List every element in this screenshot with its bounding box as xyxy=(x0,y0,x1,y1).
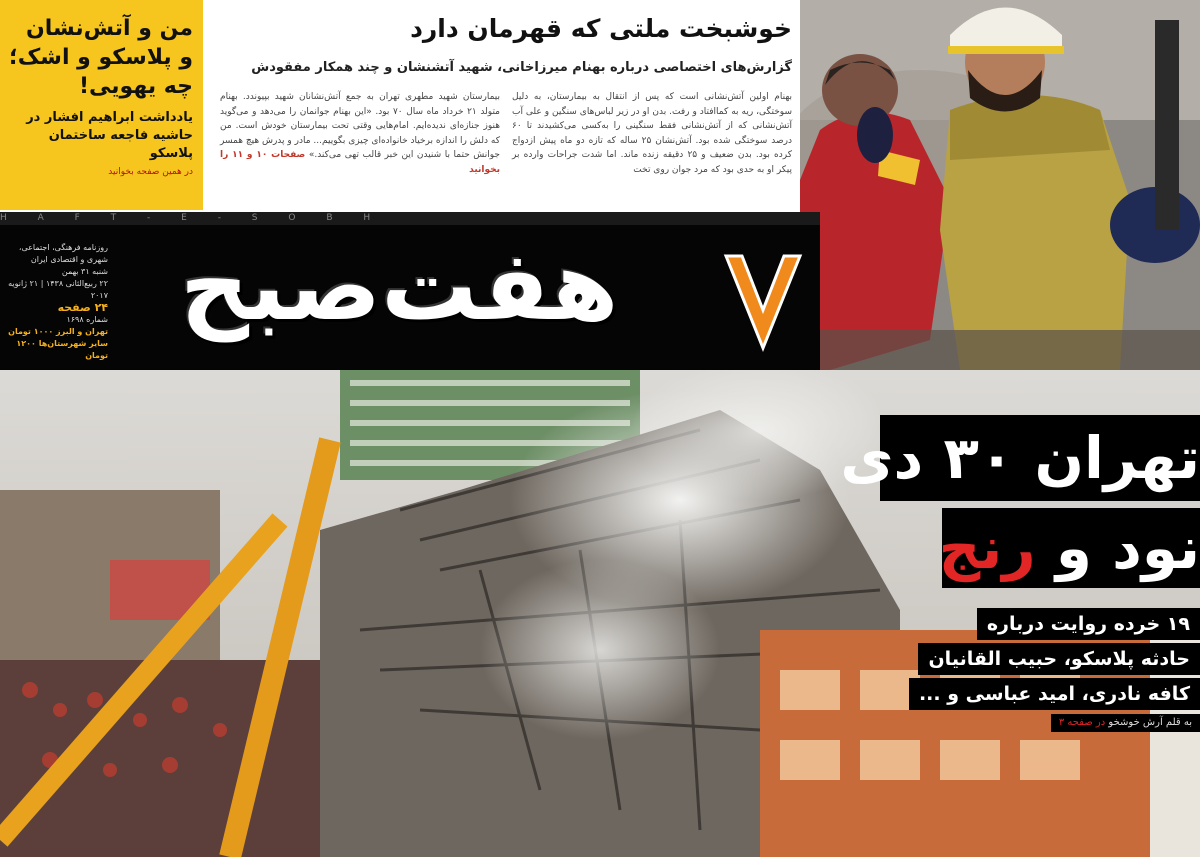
logo-wordmark: هفت‌صبح xyxy=(180,230,619,342)
teaser-sub-line1: یادداشت ابراهیم افشار در xyxy=(26,110,193,125)
teaser-sub-line2: حاشیه فاجعه ساختمان پلاسکو xyxy=(48,128,193,161)
main-headline-2-part2: رنج xyxy=(938,514,1036,582)
firefighter-photo xyxy=(800,0,1200,370)
top-story-column-2-ref: صفحات ۱۰ و ۱۱ را بخوانید xyxy=(220,150,500,175)
main-byline xyxy=(1051,714,1200,732)
main-subhead-2: حادثه پلاسکو، حبیب القانیان xyxy=(918,643,1200,675)
info-line-2: شهری و اقتصادی ایران xyxy=(30,255,108,264)
teaser-ref: در همین صفحه بخوانید xyxy=(108,167,193,177)
price-tehran: تهران و البرز ۱۰۰۰ تومان xyxy=(8,327,108,336)
info-line-4: ۲۲ ربیع‌الثانی ۱۴۳۸ | ۲۱ ژانویه ۲۰۱۷ xyxy=(8,279,108,300)
main-subhead-3: کافه نادری، امید عباسی و ... xyxy=(909,678,1200,710)
main-subhead-1: ۱۹ خرده روایت درباره xyxy=(977,608,1200,640)
top-story-column-2-text: بیمارستان شهید مطهری تهران به جمع آتش‌نشانان شهید بپیوندد. بهنام متولد ۲۱ خرداد ماه سال ۷۰ بود. «این بهنام جوانمان را می‌دهد و می‌گوید هنوز جنازه‌ای ندیده‌ایم. امام‌هایی وقتی تحت بیمارستان خودش است. من که دلش را اندازه برخیاد خانواده‌ای چیزی بگوییم... مادر و پدرش هیچ همسر جوانش حتما با شنیدن این خبر قالب تهی می‌کند.» xyxy=(220,92,500,160)
main-headline-1: تهران ۳۰ دی xyxy=(880,415,1200,501)
byline-author: به قلم آرش خوشخو xyxy=(1108,717,1192,728)
masthead-ribbon: H A F T - E - S O B H xyxy=(0,212,820,225)
top-headline: خوشبخت ملتی که قهرمان دارد xyxy=(410,14,792,43)
firefighter-illustration xyxy=(800,0,1200,370)
top-subhead: گزارش‌های اختصاصی درباره بهنام میرزاخانی، شهید آتشنشان و چند همکار مفقودش xyxy=(251,60,792,75)
info-line-1: روزنامه فرهنگی، اجتماعی، xyxy=(18,243,108,252)
main-headline-2 xyxy=(938,508,1200,588)
top-story-column-1: بهنام اولین آتش‌نشانی است که پس از انتقال به بیمارستان، به دلیل سوختگی، ریه به کماافتاد و رفت. بدن او در زیر لباس‌های سنگین و علی آب آتش‌نشانی که از آتش‌نشانی فقط سنگینی را به‌کسی می‌کشیدند تا ۶۰ درصد سوختگی شده بود. آتش‌نشان ۲۵ ساله که تازه دو ماه پیش ازدواج کرده بود. بدن ضعیف و ۲۵ دقیقه زنده ماند. اما شدت جراحات وارده بر پیکر او به حدی بود که مرد جوان روی تخت xyxy=(512,92,792,175)
teaser-headline-line1: من و آتش‌نشان xyxy=(26,16,193,41)
info-line-3: شنبه ۳۱ بهمن xyxy=(61,267,108,276)
price-other: سایر شهرستان‌ها ۱۲۰۰ تومان xyxy=(16,339,108,360)
main-headline-2-part1: نود و xyxy=(1055,514,1200,582)
teaser-headline-line3: چه یهویی! xyxy=(79,74,193,99)
teaser-box xyxy=(0,0,203,210)
issue-number: شماره ۱۶۹۸ xyxy=(66,315,108,324)
teaser-headline-line2: و پلاسکو و اشک؛ xyxy=(8,45,193,70)
page-count: ۲۴ صفحه xyxy=(57,301,108,314)
byline-ref: در صفحه ۳ xyxy=(1058,717,1106,728)
top-story xyxy=(210,0,810,210)
logo-seven-icon xyxy=(722,248,804,358)
top-story-column-2 xyxy=(220,90,500,177)
masthead-info xyxy=(8,242,108,362)
